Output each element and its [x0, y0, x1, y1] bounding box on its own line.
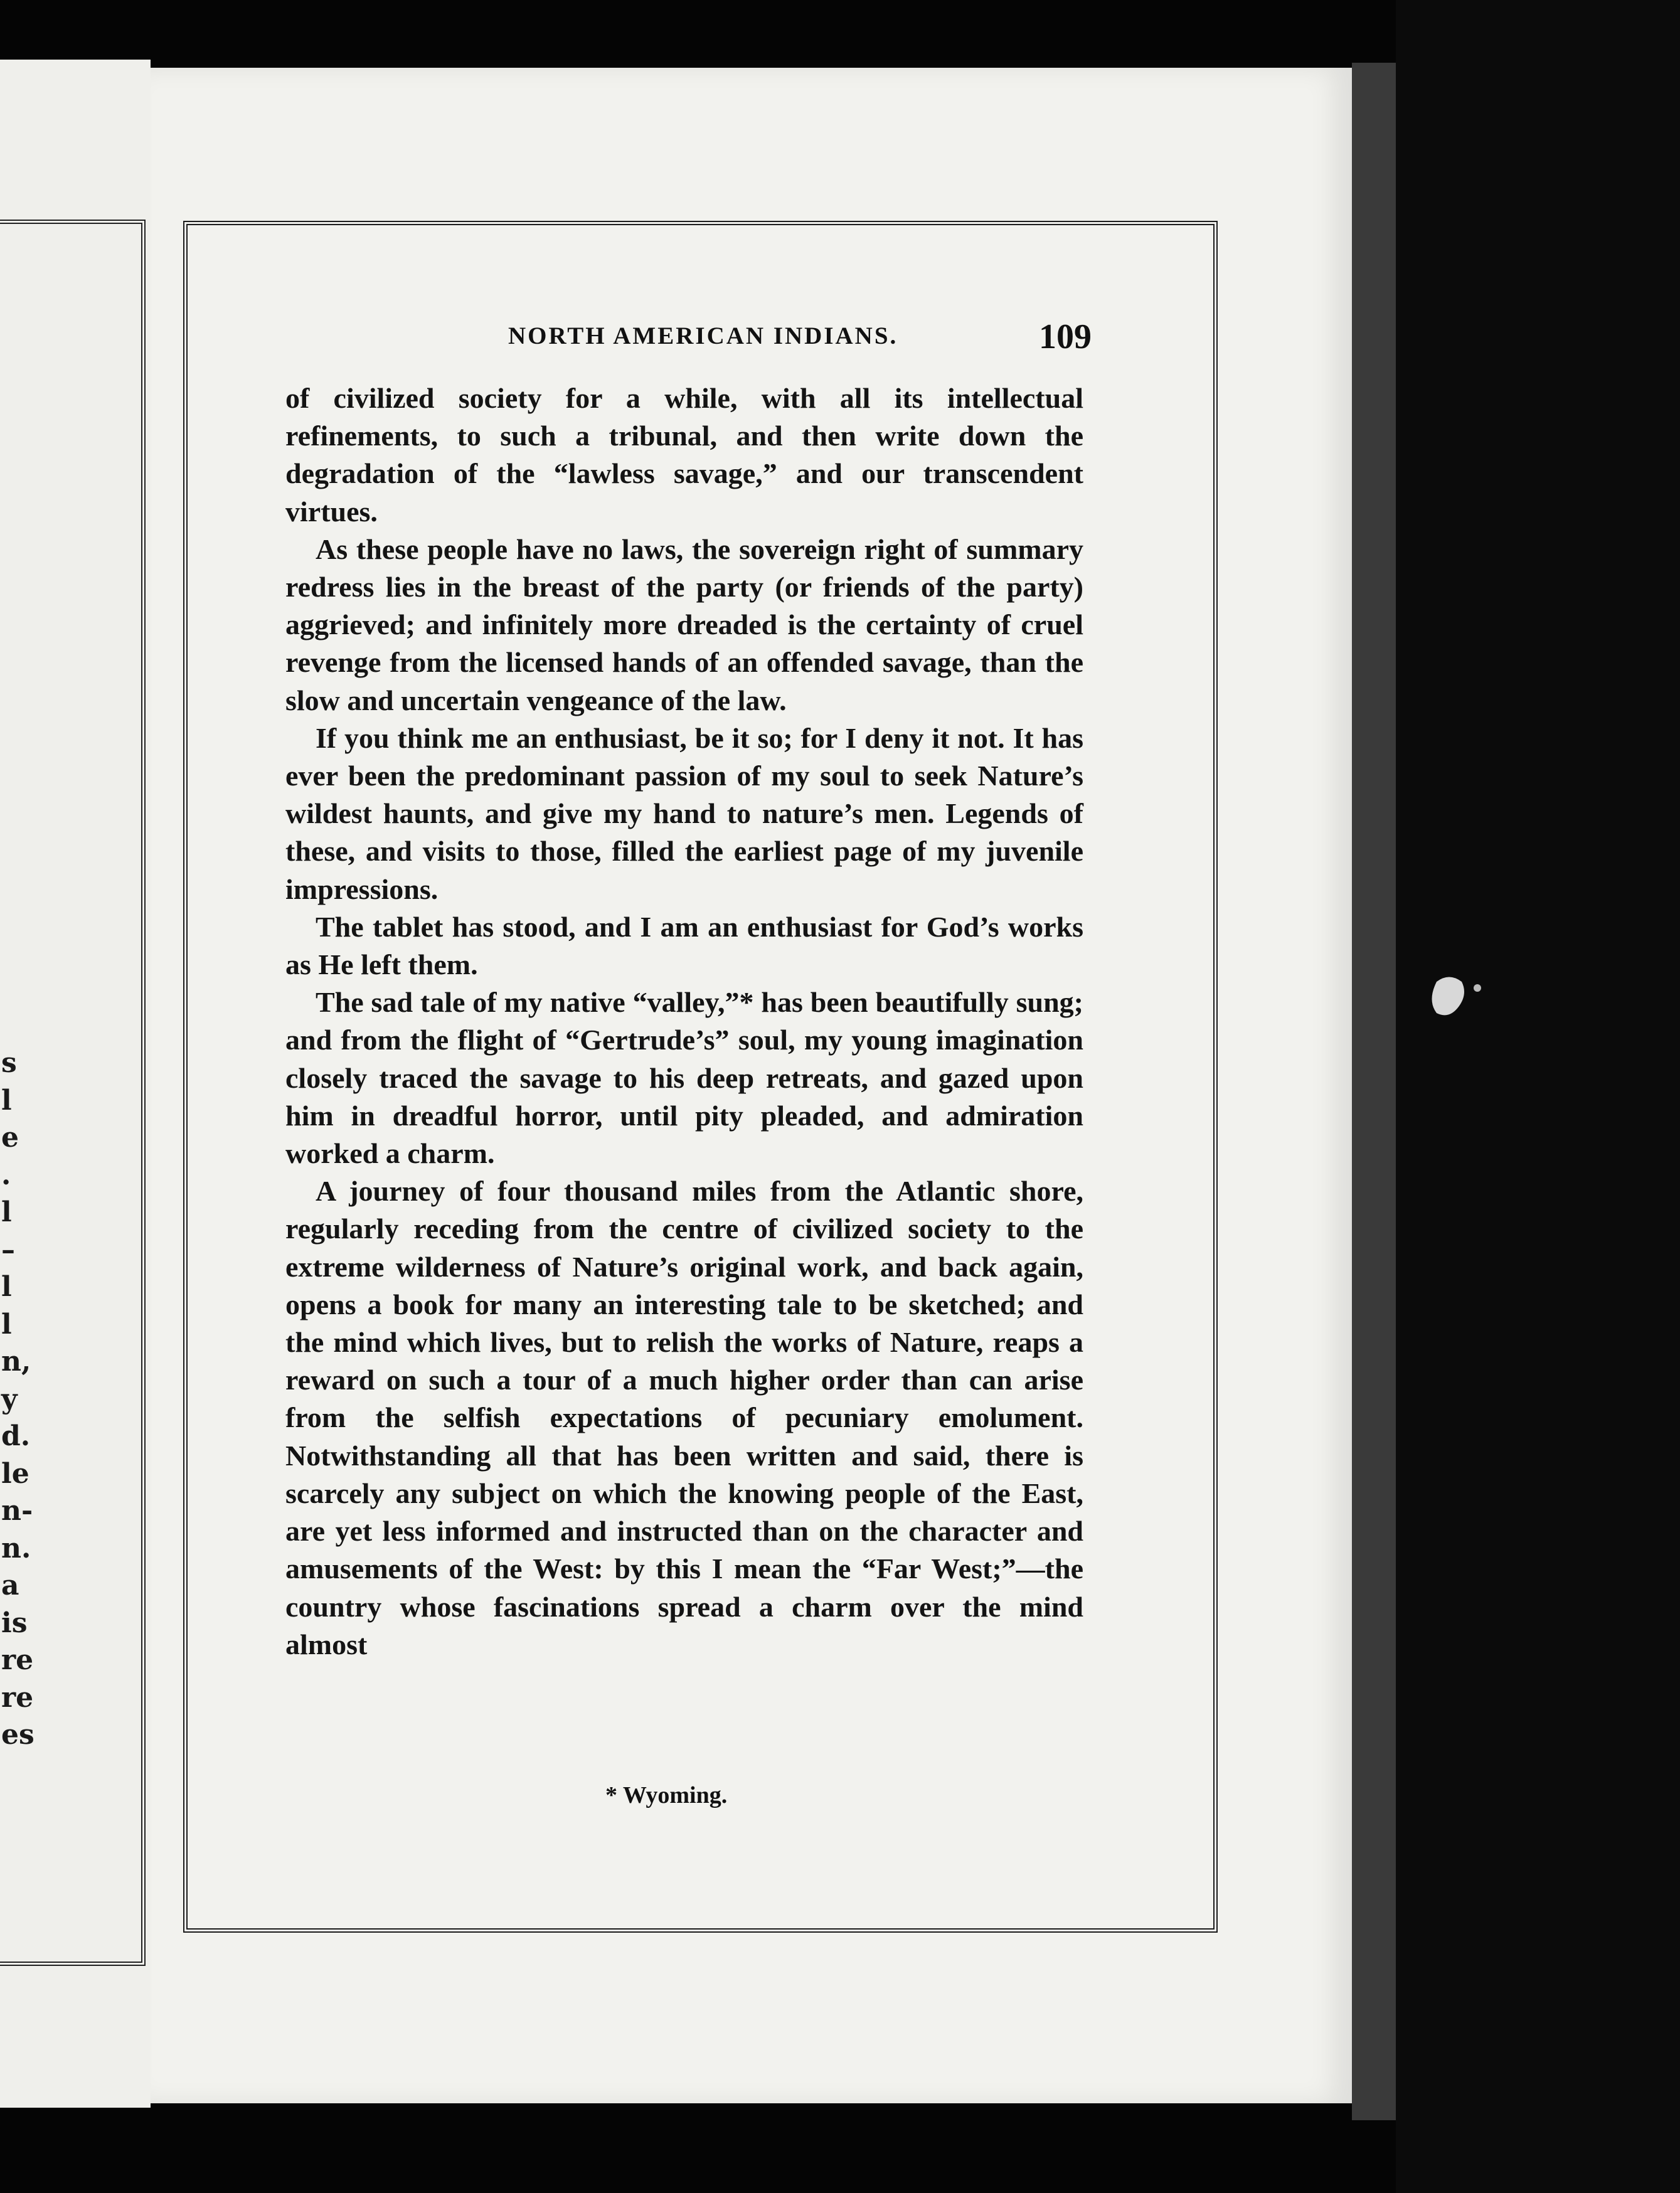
- paragraph: The tablet has stood, and I am an enthusiast for God’s works as He left them.: [285, 910, 1083, 981]
- facing-page: [0, 60, 151, 2108]
- fragment: es: [1, 1719, 35, 1751]
- scan-background: [1396, 0, 1680, 2193]
- fragment: l: [1, 1308, 12, 1341]
- page-edge-shadow: [1352, 63, 1396, 2120]
- fragment: s: [1, 1047, 17, 1079]
- page-header: [477, 317, 1110, 367]
- fragment: y: [1, 1383, 18, 1415]
- facing-page-text-fragments: [1, 1044, 35, 1754]
- fragment: e: [1, 1122, 19, 1154]
- body-text: [285, 380, 1083, 1664]
- fragment: d.: [1, 1420, 31, 1452]
- fragment: re: [1, 1644, 34, 1676]
- running-title: NORTH AMERICAN INDIANS.: [508, 322, 898, 349]
- page-number: 109: [1039, 317, 1092, 356]
- fragment: a: [1, 1569, 19, 1601]
- fragment: re: [1, 1681, 34, 1714]
- paragraph: If you think me an enthusiast, be it so; for I deny it not. It has ever been the predominant passion of my soul to seek Nature’s wildest haunts, and give my hand to nature’s men. Legends of these, and visits to those, filled the earliest page of my juvenile impressions.: [285, 721, 1083, 905]
- footnote: * Wyoming.: [605, 1782, 728, 1808]
- fragment: .: [1, 1159, 11, 1191]
- fragment: l: [1, 1271, 12, 1303]
- paragraph: The sad tale of my native “valley,”* has been beautifully sung; and from the flight of “Gertrude’s” soul, my young imagination closely traced the savage to his deep retreats, and gazed upon him in dreadful horror, until pity pleaded, and admiration worked a charm.: [285, 986, 1083, 1170]
- fragment: n,: [1, 1346, 31, 1378]
- fragment: l: [1, 1084, 12, 1117]
- paragraph: As these people have no laws, the sovereign right of summary redress lies in the breast of the party (or friends of the party) aggrieved; and infinitely more dreaded is the certainty of cruel revenge from the licensed hands of an offended savage, than the slow and uncertain vengeance of the law.: [285, 533, 1083, 716]
- fragment: is: [1, 1606, 28, 1639]
- paragraph: A journey of four thousand miles from the Atlantic shore, regularly receding from the centre of civilized society to the extreme wilderness of Nature’s original work, and back again, opens a book for many an interesting tale to be sketched; and the mind which lives, but to relish the works of Nature, reaps a reward on such a tour of a much higher order than can arise from the selfish expectations of pecuniary emolument. Notwithstanding all that has been written and said, there is scarcely any subject on which the knowing people of the East, are yet less informed and instructed than on the character and amusements of the West: by this I mean the “Far West;”—the country whose fascinations spread a charm over the mind almost: [285, 1175, 1083, 1660]
- fragment: n.: [1, 1532, 31, 1564]
- fragment: n-: [1, 1495, 33, 1527]
- fragment: l: [1, 1196, 12, 1228]
- paragraph: of civilized society for a while, with all its intellectual refinements, to such a tribunal, and then write down the degradation of the “lawless savage,” and our transcendent virtues.: [285, 382, 1083, 528]
- fragment: –: [1, 1233, 15, 1266]
- scan-speck: [1424, 969, 1484, 1032]
- fragment: le: [1, 1457, 29, 1490]
